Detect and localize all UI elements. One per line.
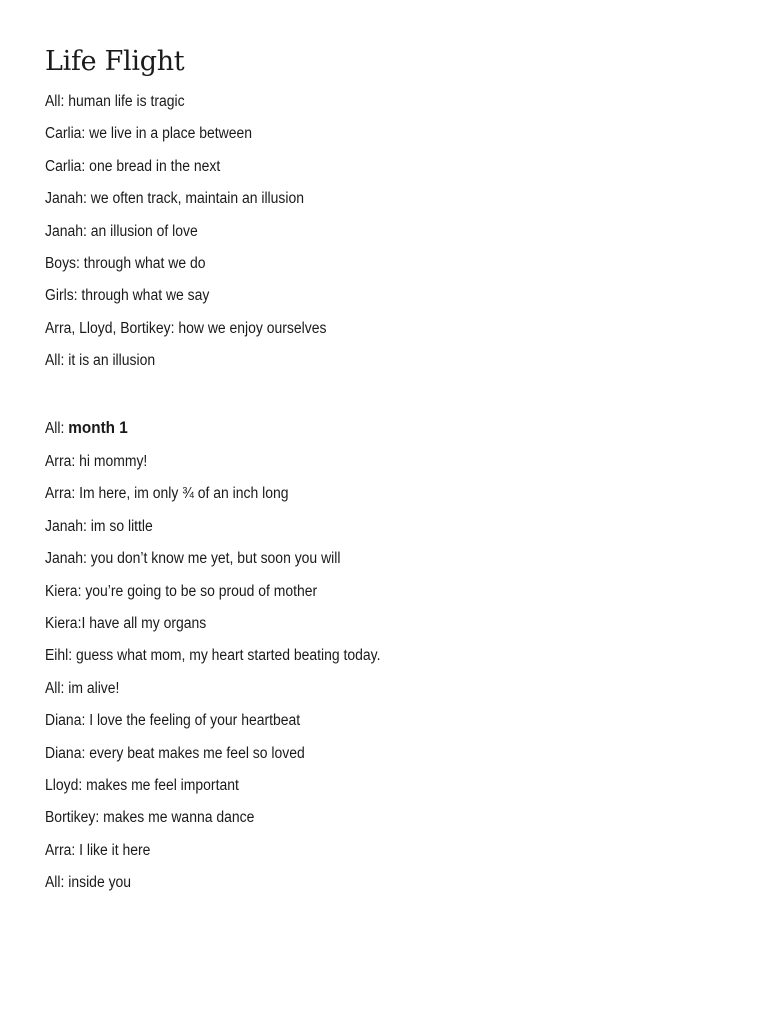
script-line: All: human life is tragic bbox=[45, 93, 185, 110]
script-line: Janah: you don’t know me yet, but soon you will bbox=[45, 550, 341, 568]
section-heading bbox=[45, 416, 380, 450]
document-title: Life Flight bbox=[45, 46, 185, 77]
script-line: Diana: I love the feeling of your heartbeat bbox=[45, 712, 301, 730]
script-line: Janah: im so little bbox=[45, 517, 153, 535]
script-line: Bortikey: makes me wanna dance bbox=[45, 809, 255, 827]
script-line: Kiera: you’re going to be so proud of mother bbox=[45, 582, 318, 600]
section-month-1 bbox=[45, 416, 380, 903]
script-line: Boys: through what we do bbox=[45, 254, 206, 272]
script-line: Girls: through what we say bbox=[45, 287, 210, 305]
script-line: All: inside you bbox=[45, 874, 132, 892]
script-line: Janah: an illusion of love bbox=[45, 222, 198, 240]
script-line: All: it is an illusion bbox=[45, 352, 156, 370]
script-line: Arra: hi mommy! bbox=[45, 453, 148, 470]
script-line: All: im alive! bbox=[45, 679, 120, 697]
prologue-lines bbox=[45, 90, 326, 382]
script-line: Diana: every beat makes me feel so loved bbox=[45, 744, 305, 762]
section-speaker: All: bbox=[45, 420, 65, 437]
script-line: Arra, Lloyd, Bortikey: how we enjoy ourselves bbox=[45, 319, 327, 337]
script-line: Carlia: we live in a place between bbox=[45, 125, 253, 143]
script-line: Arra: I like it here bbox=[45, 841, 151, 859]
script-line: Arra: Im here, im only ¾ of an inch long bbox=[45, 485, 289, 503]
section-title: month 1 bbox=[68, 418, 128, 437]
script-line: Carlia: one bread in the next bbox=[45, 157, 221, 175]
script-line: Kiera:I have all my organs bbox=[45, 614, 207, 632]
script-line: Eihl: guess what mom, my heart started beating today. bbox=[45, 647, 381, 665]
script-line: Janah: we often track, maintain an illusion bbox=[45, 190, 305, 208]
script-line: Lloyd: makes me feel important bbox=[45, 776, 239, 794]
